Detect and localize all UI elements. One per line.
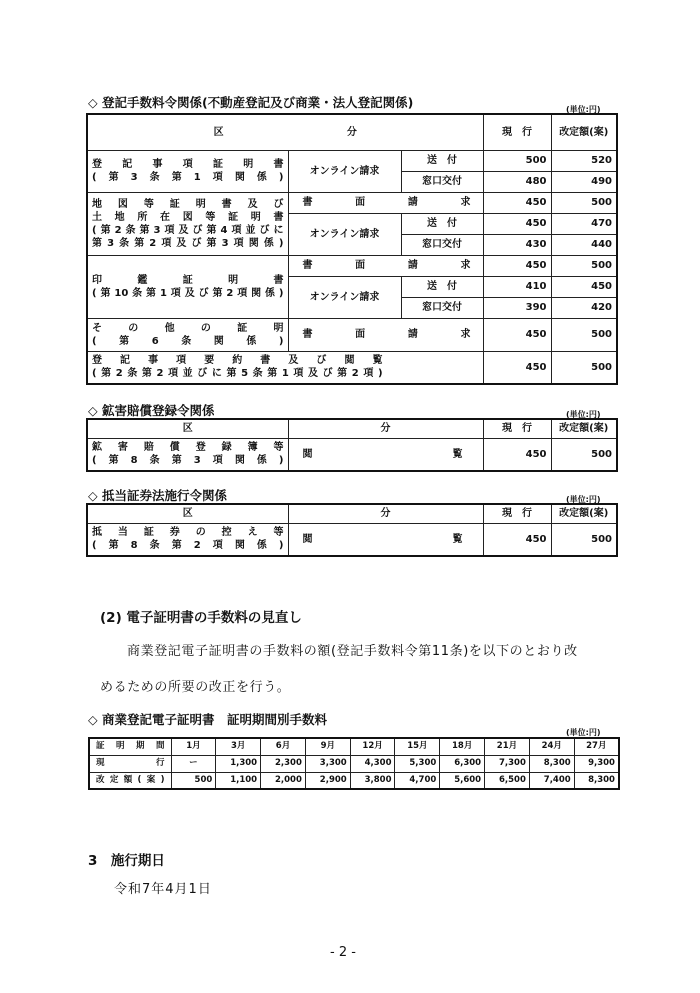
- revised-fee: 7,400: [529, 772, 574, 789]
- period-header: 21月: [485, 738, 530, 755]
- revised-fee: 470: [551, 213, 617, 234]
- table1-unit: (単位:円): [566, 105, 601, 114]
- table3-unit: (単位:円): [566, 495, 601, 504]
- header-current: 現 行: [483, 114, 551, 150]
- current-fee: 2,300: [261, 755, 306, 772]
- revised-fee: 500: [551, 318, 617, 351]
- item-name: 抵当証券の控え等 (第8条第2項関係): [87, 523, 288, 556]
- revised-fee: 500: [551, 438, 617, 471]
- item-name: 印鑑証明書 (第10条第1項及び第2項関係): [87, 255, 288, 318]
- table-row: [87, 150, 617, 171]
- table-row: [87, 351, 617, 384]
- current-fee: 450: [483, 255, 551, 276]
- fee-table-registration: [86, 113, 618, 385]
- delivery-type: 窓口交付: [401, 297, 483, 318]
- table-row: [89, 738, 619, 755]
- fee-table-mining: [86, 418, 618, 472]
- current-fee: ー: [171, 755, 216, 772]
- current-fee: 9,300: [574, 755, 619, 772]
- delivery-type: 窓口交付: [401, 234, 483, 255]
- period-header: 6月: [261, 738, 306, 755]
- current-fee: 3,300: [305, 755, 350, 772]
- revised-fee: 500: [551, 351, 617, 384]
- table4-title: ◇ 商業登記電子証明書 証明期間別手数料: [88, 712, 327, 727]
- table2-unit: (単位:円): [566, 410, 601, 419]
- current-fee: 5,300: [395, 755, 440, 772]
- header-revised: 改定額(案): [551, 419, 617, 438]
- table-row: [87, 192, 617, 213]
- section3-heading: 3 施行期日: [88, 853, 165, 869]
- revised-fee: 500: [171, 772, 216, 789]
- current-fee: 8,300: [529, 755, 574, 772]
- table4-unit: (単位:円): [566, 728, 601, 737]
- current-fee: 450: [483, 438, 551, 471]
- row-label: 現 行: [89, 755, 171, 772]
- method: 閲覧: [288, 438, 483, 471]
- period-header: 15月: [395, 738, 440, 755]
- header-kubun: 区: [87, 419, 288, 438]
- effective-date: 令和7年4月1日: [114, 882, 212, 897]
- current-fee: 1,300: [216, 755, 261, 772]
- revised-fee: 520: [551, 150, 617, 171]
- revised-fee: 6,500: [485, 772, 530, 789]
- revised-fee: 490: [551, 171, 617, 192]
- current-fee: 390: [483, 297, 551, 318]
- revised-fee: 500: [551, 255, 617, 276]
- table2-title: ◇ 鉱害賠償登録令関係: [88, 403, 215, 418]
- section2-paragraph-line1: 商業登記電子証明書の手数料の額(登記手数料令第11条)を以下のとおり改: [127, 644, 578, 659]
- revised-fee: 3,800: [350, 772, 395, 789]
- current-fee: 7,300: [485, 755, 530, 772]
- item-name: 登記事項証明書 (第3条第1項関係): [87, 150, 288, 192]
- page-number: - 2 -: [330, 945, 356, 960]
- revised-fee: 440: [551, 234, 617, 255]
- revised-fee: 8,300: [574, 772, 619, 789]
- table-row: [87, 255, 617, 276]
- item-name: 鉱害賠償登録簿等 (第8条第3項関係): [87, 438, 288, 471]
- table1-title: ◇ 登記手数料令関係(不動産登記及び商業・法人登記関係): [88, 95, 414, 110]
- delivery-type: 送 付: [401, 276, 483, 297]
- current-fee: 4,300: [350, 755, 395, 772]
- period-header: 18月: [440, 738, 485, 755]
- current-fee: 450: [483, 351, 551, 384]
- revised-fee: 2,000: [261, 772, 306, 789]
- period-header: 24月: [529, 738, 574, 755]
- revised-fee: 2,900: [305, 772, 350, 789]
- period-header: 27月: [574, 738, 619, 755]
- period-header: 3月: [216, 738, 261, 755]
- item-name: 地図等証明書及び 土地所在図等証明書 (第2条第3項及び第4項並びに 第3条第2項及び第3項関係): [87, 192, 288, 255]
- header-revised: 改定額(案): [551, 114, 617, 150]
- method: 閲覧: [288, 523, 483, 556]
- delivery-type: 窓口交付: [401, 171, 483, 192]
- certificate-period-fee-table: [88, 737, 620, 790]
- current-fee: 450: [483, 213, 551, 234]
- header-current: 現 行: [483, 504, 551, 523]
- current-fee: 450: [483, 318, 551, 351]
- fee-table-mortgage: [86, 503, 618, 557]
- method: オンライン請求: [288, 150, 401, 192]
- revised-fee: 4,700: [395, 772, 440, 789]
- header-kubun: 区: [87, 504, 288, 523]
- current-fee: 450: [483, 192, 551, 213]
- revised-fee: 420: [551, 297, 617, 318]
- delivery-type: 送 付: [401, 150, 483, 171]
- table-row: [87, 318, 617, 351]
- revised-fee: 450: [551, 276, 617, 297]
- revised-fee: 500: [551, 192, 617, 213]
- table-row: [89, 755, 619, 772]
- revised-fee: 5,600: [440, 772, 485, 789]
- table3-title: ◇ 抵当証券法施行令関係: [88, 488, 227, 503]
- header-kubun-bun: 区 分: [87, 114, 483, 150]
- header-bun: 分: [288, 419, 483, 438]
- method: 書面請求: [288, 255, 483, 276]
- current-fee: 500: [483, 150, 551, 171]
- current-fee: 480: [483, 171, 551, 192]
- row-label: 改定額(案): [89, 772, 171, 789]
- period-header: 9月: [305, 738, 350, 755]
- period-header: 1月: [171, 738, 216, 755]
- current-fee: 6,300: [440, 755, 485, 772]
- method: 書面請求: [288, 318, 483, 351]
- revised-fee: 500: [551, 523, 617, 556]
- period-header: 12月: [350, 738, 395, 755]
- table-row: [89, 772, 619, 789]
- header-current: 現 行: [483, 419, 551, 438]
- item-name: 登記事項要約書及び閲覧 (第2条第2項並びに第5条第1項及び第2項): [87, 351, 483, 384]
- method: オンライン請求: [288, 276, 401, 318]
- section2-heading: (2) 電子証明書の手数料の見直し: [100, 610, 302, 626]
- header-bun: 分: [288, 504, 483, 523]
- header-revised: 改定額(案): [551, 504, 617, 523]
- method: 書面請求: [288, 192, 483, 213]
- item-name: その他の証明 (第6条関係): [87, 318, 288, 351]
- revised-fee: 1,100: [216, 772, 261, 789]
- method: オンライン請求: [288, 213, 401, 255]
- current-fee: 410: [483, 276, 551, 297]
- current-fee: 430: [483, 234, 551, 255]
- delivery-type: 送 付: [401, 213, 483, 234]
- current-fee: 450: [483, 523, 551, 556]
- section2-paragraph-line2: めるための所要の改正を行う。: [100, 680, 291, 695]
- row-label: 証明期間: [89, 738, 171, 755]
